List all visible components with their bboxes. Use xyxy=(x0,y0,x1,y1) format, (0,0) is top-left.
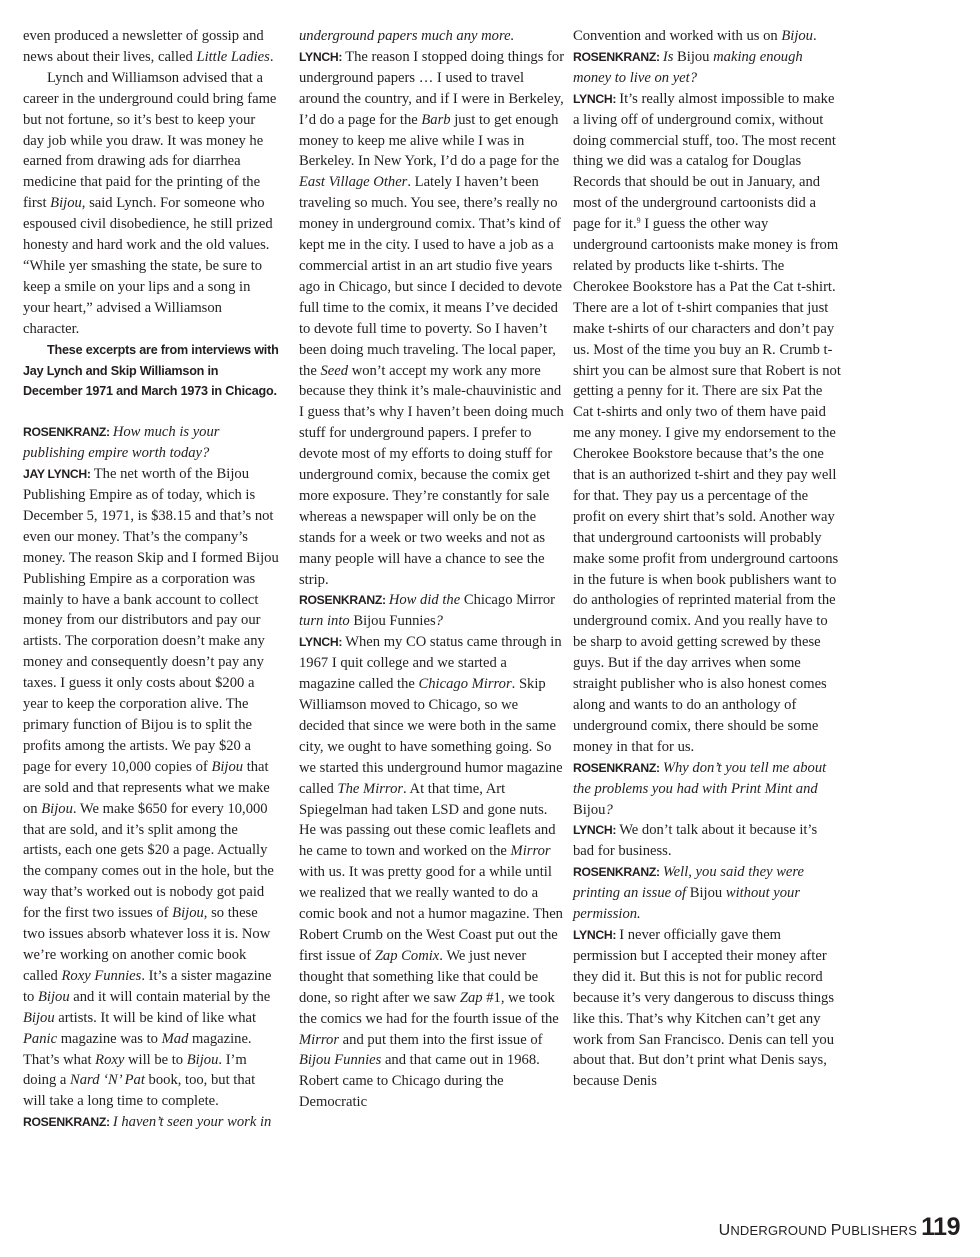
text-run: We don’t talk about it because it’s bad for business. xyxy=(573,822,818,860)
text-run: I guess the other way underground cartoonists make money is from related by products like t-shirts. The Cherokee Bookstore has a Pat the Cat t-shirt. There are a lot of t-shirt companies that just make t-shirts of our characters and don’t pay us. Most of the time you buy an R. Crumb t-shirt you can be almost sure that Robert is not getting a penny for it. There are six Pat the Cat t-shirts and only two of them have paid me any money. I give my endorsement to the Cherokee Bookstore because that’s the one that is an authorized t-shirt and they pay well for that. They pay us a percentage of the profit on every shirt that’s sold. Another way that underground cartoonists will probably make some profit from underground cartoons in the future is when book publishers want to do anthologies of reprinted material from the underground comix. And you really have to be sharp to avoid getting screwed by these guys. But if the day arrives when some straight publisher who is also honest comes along and wants to do an anthology of underground comix, there should be some money in that for us. xyxy=(573,216,841,755)
speaker-label: ROSENKRANZ: xyxy=(573,865,663,880)
italic-text: Zap xyxy=(459,989,483,1006)
italic-text: Why don’t you tell me about the problems you had with Print Mint and xyxy=(573,759,827,797)
interviewer-question xyxy=(573,862,841,925)
text-run: magazine was to xyxy=(57,1030,162,1047)
italic-text: Is xyxy=(662,48,674,65)
text-run: , so these two issues absorb whatever loss it is. Now we’re working on another comic book called xyxy=(23,905,271,984)
speaker-label: LYNCH: xyxy=(573,91,620,106)
interviewee-answer xyxy=(573,89,841,758)
italic-text: Bijou xyxy=(781,28,813,44)
interviewer-question xyxy=(23,422,279,464)
text-run: . We make $650 for every 10,000 that are sold, and it’s split among the artists, each one gets $20 a page. Actually the company comes out in the hole, but the way that’s worked out is nobody got paid for the first two issues of xyxy=(23,800,274,922)
text-run: artists. It will be kind of like what xyxy=(54,1009,257,1026)
speaker-label: LYNCH: xyxy=(299,49,346,64)
speaker-label: ROSENKRANZ: xyxy=(573,49,663,64)
italic-text: Mirror xyxy=(510,843,551,860)
italic-text: ? xyxy=(605,801,613,818)
speaker-label: LYNCH: xyxy=(299,635,346,650)
text-run: that are sold and that represents what we make on xyxy=(23,758,270,817)
italic-text: Bijou xyxy=(50,195,82,212)
section-title-part: NDERGROUND xyxy=(730,1223,831,1238)
interviewee-answer xyxy=(573,925,841,1092)
interviewee-answer xyxy=(299,47,565,591)
text-run: with us. It was pretty good for a while until we realized that we really wanted to do a comic book and not a humor magazine. Then Robert Crumb on the West Coast put out the first issue of xyxy=(299,864,563,964)
column-middle xyxy=(299,26,565,1113)
text-run: even produced a newsletter of gossip and news about their lives, called xyxy=(23,28,264,65)
italic-text: Seed xyxy=(320,362,349,379)
section-title xyxy=(719,1223,918,1238)
footnote-marker: 9 xyxy=(636,216,641,226)
interviewee-answer xyxy=(573,820,841,862)
text-run: . Lately I haven’t been traveling so much. You see, there’s really no money in underground comix. That’s kind of kept me in the city. I used to have a job as a commercial artist in an art studio five years ago in Chicago, but since I decided to devote full time to the comix, it means I’ve decided to devote full time to poverty. So I haven’t been doing much traveling. The local paper, the xyxy=(299,174,563,379)
italic-text: Bijou xyxy=(23,1009,55,1026)
page-number: 119 xyxy=(921,1213,960,1241)
italic-text: Little Ladies xyxy=(196,48,270,65)
text-run: Bijou Funnies xyxy=(349,613,436,630)
text-run: . Skip Williamson moved to Chicago, so we decided that since we were both in the same city, we ought to have something going. So we started this underground humor magazine called xyxy=(299,676,563,797)
interviewee-answer xyxy=(23,464,279,1112)
text-run: Chicago Mirror xyxy=(460,592,556,609)
italic-text: Barb xyxy=(421,111,451,128)
italic-text: underground papers much any more. xyxy=(299,28,515,44)
text-run: Bijou xyxy=(686,885,726,902)
italic-text: Roxy Funnies xyxy=(61,967,142,984)
italic-text: Chicago Mirror xyxy=(418,676,512,693)
speaker-label: LYNCH: xyxy=(573,823,620,838)
italic-text: turn into xyxy=(299,613,350,630)
speaker-label: ROSENKRANZ: xyxy=(23,1115,113,1130)
italic-text: Bijou xyxy=(172,905,204,922)
column-left xyxy=(23,26,279,1133)
italic-text: Panic xyxy=(23,1030,58,1047)
speaker-label: ROSENKRANZ: xyxy=(23,425,113,440)
interviewer-question xyxy=(299,590,565,632)
editorial-note xyxy=(23,340,279,403)
text-run: and that came out in 1968. Robert came to Chicago during the Democratic xyxy=(299,1052,540,1111)
italic-text: ? xyxy=(435,613,443,630)
italic-text: without your permission. xyxy=(573,885,801,923)
text-run: and it will contain material by the xyxy=(69,988,271,1005)
italic-text: How did the xyxy=(388,592,461,609)
text-run: The net worth of the Bijou Publishing Empire as of today, which is December 5, 1971, is $38.15 and that’s not even our money. That’s the company’s money. The reason Skip and I formed Bijou Publishing Empire as a corporation was mainly to have a bank account to collect money from our distributors and pay our artists. The corporation doesn’t make any money and consequently doesn’t pay any taxes. I guess it only costs about $200 a year to keep the corporation alive. The primary function of Bijou is to split the profits among the artists. We pay $20 a page for every 10,000 copies of xyxy=(23,466,279,775)
italic-text: How much is your publishing empire worth today? xyxy=(23,424,220,462)
text-run: Bijou xyxy=(573,801,606,818)
interviewer-question xyxy=(23,1112,279,1133)
text-run: and put them into the first issue of xyxy=(339,1031,543,1048)
text-run: Bijou xyxy=(673,48,714,65)
text-run: When my CO status came through in 1967 I quit college and we started a magazine called the xyxy=(299,634,562,693)
running-footer xyxy=(719,1213,960,1242)
section-title-initial: P xyxy=(830,1222,842,1239)
italic-text: Well, you said they were printing an issue of xyxy=(573,864,805,902)
italic-text: East Village Other xyxy=(299,174,408,191)
italic-text: Bijou xyxy=(38,988,70,1005)
italic-text: Bijou xyxy=(41,800,73,817)
text-run: will be to xyxy=(124,1051,187,1068)
column-right xyxy=(573,26,841,1092)
italic-text: The Mirror xyxy=(337,780,404,797)
text-run: magazine. That’s what xyxy=(23,1030,252,1068)
text-run: . xyxy=(269,48,274,65)
italic-text: Bijou xyxy=(186,1051,219,1068)
text-run: . xyxy=(812,28,817,44)
text-run: Lynch and Williamson advised that a career in the underground could bring fame but not fortune, so it’s best to keep your day job while you draw. It was money he earned from drawing ads for diarrhea medicine that paid for the printing of the first xyxy=(23,69,277,212)
text-run: . It’s a sister magazine to xyxy=(23,967,272,1005)
text-run: won’t accept my work any more because they think it’s male-chauvinistic and I guess that’s why I haven’t been doing much stuff for underground papers. I prefer to devote most of my efforts to doing stuff for underground comix, because the comix get more exposure. They’re constantly for sale whereas a newspaper will only be on the stands for a week or two weeks and not as many people will have a chance to see the strip. xyxy=(299,362,564,588)
text-run: I never officially gave them permission but I accepted their money after they did it. But this is not for public record because it’s very dangerous to discuss things like this. That’s why Kitchen can’t get any work from San Francisco. Denis can tell you about that. But don’t print what Denis says, because Denis xyxy=(573,926,835,1090)
speaker-label: LYNCH: xyxy=(573,927,620,942)
interviewer-question xyxy=(573,47,841,89)
text-run: These excerpts are from interviews with Jay Lynch and Skip Williamson in December 1971 and March 1973 in Chicago. xyxy=(23,342,279,399)
italic-text: Mirror xyxy=(299,1031,340,1048)
speaker-label: JAY LYNCH: xyxy=(23,467,94,482)
text-run: . At that time, Art Spiegelman had taken LSD and gone nuts. He was passing out these comic leaflets and he came to town and worked on the xyxy=(299,780,556,860)
italic-text: making enough money to live on yet? xyxy=(573,48,803,86)
italic-text: Nard ‘N’ Pat xyxy=(70,1072,145,1089)
italic-text: Zap Comix xyxy=(374,947,440,964)
text-run: , said Lynch. For someone who espoused civil disobedience, he still prized honesty and hard work and the old values. “While yer smashing the state, be sure to keep a smile on your lips and a song in your heart,” advised a Williamson character. xyxy=(23,195,273,337)
text-run: . I’m doing a xyxy=(23,1051,247,1089)
text-run: #1, we took the comics we had for the fourth issue of the xyxy=(299,989,559,1027)
section-title-part: UBLISHERS xyxy=(841,1223,918,1238)
speaker-label: ROSENKRANZ: xyxy=(299,593,389,608)
paragraph xyxy=(23,26,279,68)
text-run: It’s really almost impossible to make a living off of underground comix, without doing commercial stuff, too. The most recent thing we did was a catalog for Douglas Records that should be out in January, and most of the underground cartoonists did a page for it. xyxy=(573,90,836,233)
text-run: Convention and worked with us on xyxy=(573,28,782,44)
speaker-label: ROSENKRANZ: xyxy=(573,760,663,775)
interviewer-question xyxy=(573,758,841,821)
text-run: just to get enough money to keep me alive while I was in Berkeley. In New York, I’d do a page for the xyxy=(299,111,560,170)
section-title-initial: U xyxy=(718,1222,731,1239)
paragraph xyxy=(299,26,565,47)
paragraph xyxy=(573,26,841,47)
italic-text: I haven’t seen your work in xyxy=(112,1114,272,1131)
text-run: book, too, but that will take a long time to complete. xyxy=(23,1072,256,1110)
text-run: The reason I stopped doing things for underground papers … I used to travel around the country, and if I were in Berkeley, I’d do a page for the xyxy=(299,48,565,128)
interviewee-answer xyxy=(299,632,565,1113)
paragraph xyxy=(23,68,279,340)
italic-text: Bijou xyxy=(211,758,244,775)
italic-text: Mad xyxy=(161,1030,189,1047)
italic-text: Roxy xyxy=(95,1051,125,1068)
italic-text: Bijou Funnies xyxy=(299,1052,382,1069)
text-run: . We just never thought that something like that could be done, so right after we saw xyxy=(299,947,539,1006)
